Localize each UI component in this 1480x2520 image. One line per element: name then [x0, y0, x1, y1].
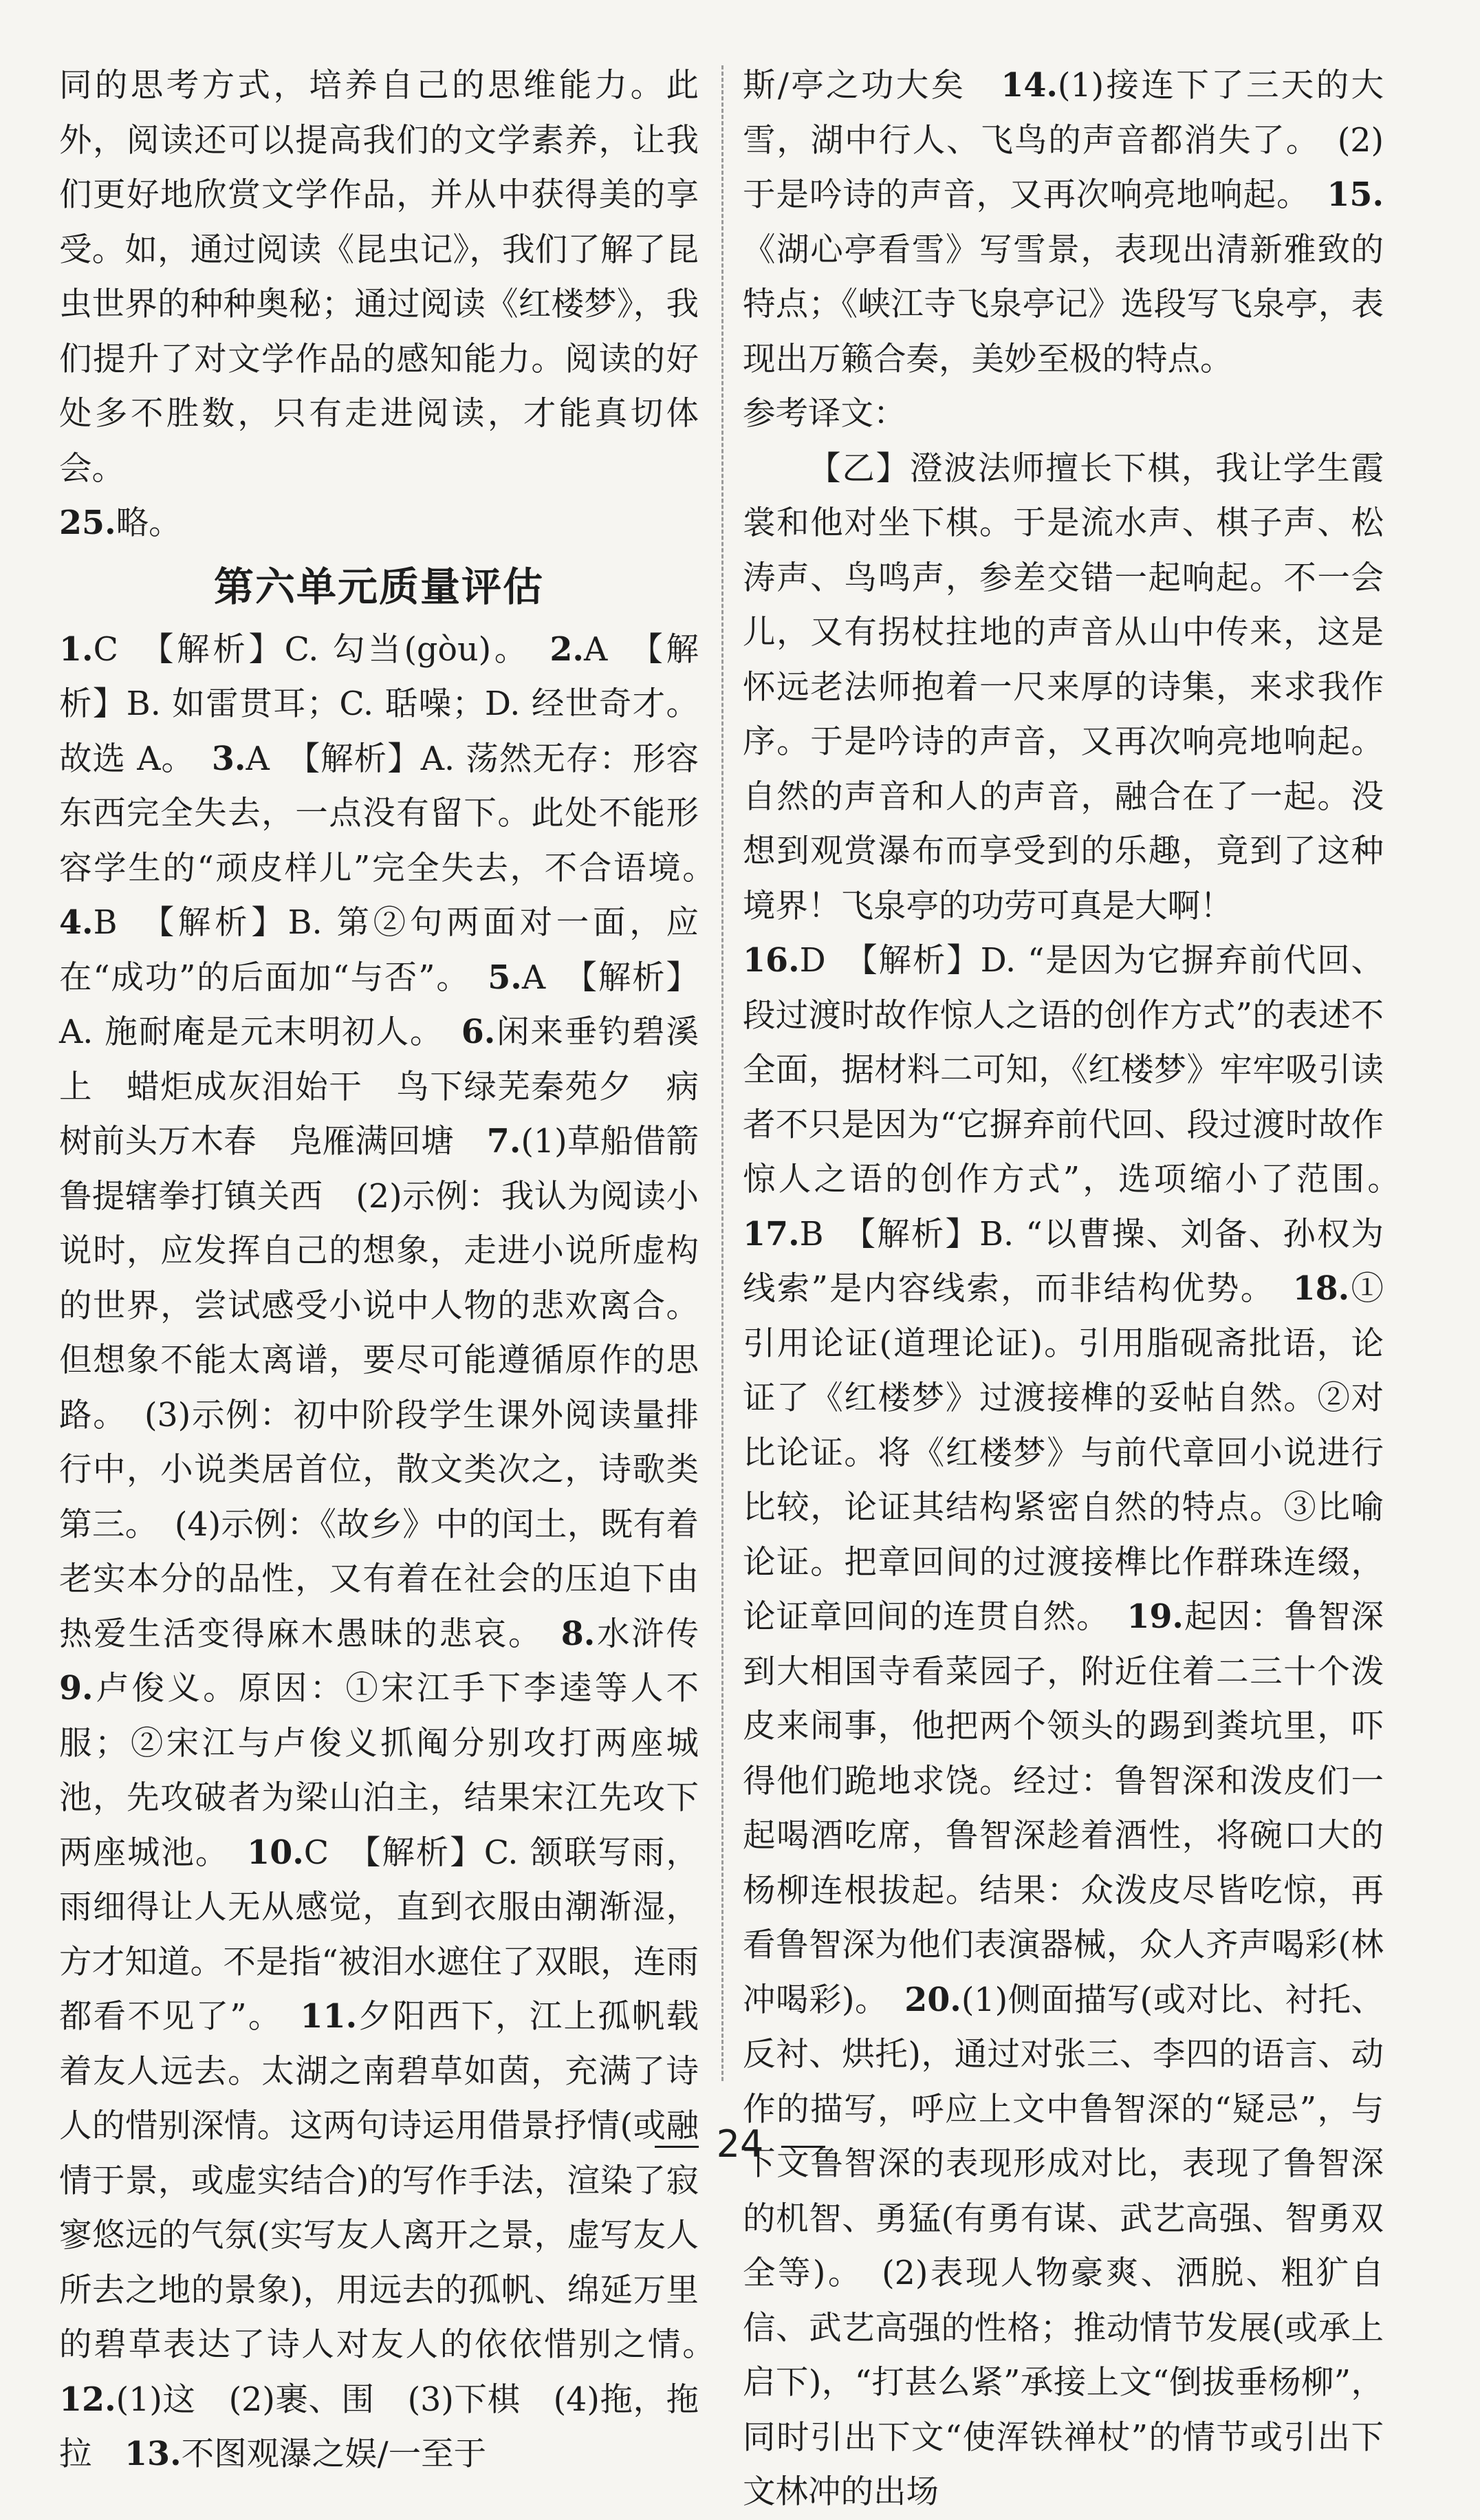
dash-left — [655, 2146, 699, 2148]
question-number: 6. — [461, 1013, 496, 1051]
question-number: 13. — [124, 2435, 182, 2473]
question-number: 14. — [1001, 66, 1058, 105]
answer-text: 《湖心亭看雪》写雪景，表现出清新雅致的特点；《峡江寺飞泉亭记》选段写飞泉亭，表现出万籁合奏，美妙至极的特点。 — [743, 230, 1384, 378]
left-column — [59, 58, 732, 2482]
question-number: 5. — [488, 958, 522, 997]
answer-text: C 【解析】C. 勾当(gòu)。 — [93, 630, 550, 669]
answer-text: C 【解析】C. 颔联写雨，雨细得让人无从感觉，直到衣服由潮渐湿，方才知道。不是指“被泪水遮住了双眼，连雨都看不见了”。 — [59, 1833, 699, 2036]
section-title: 第六单元质量评估 — [213, 563, 544, 610]
question-number: 9. — [59, 1669, 94, 1708]
answers-block — [59, 623, 732, 2482]
question-number: 1. — [59, 629, 94, 669]
answer-text: A 【解析】A. 荡然无存：形容东西完全失去，一点没有留下。此处不能形容学生的“顽皮样儿”完全失去，不合语境。 — [59, 740, 732, 887]
answer-text: 不图观瀑之娱/一至于 — [181, 2435, 487, 2473]
paragraph-reading-benefits: 同的思考方式，培养自己的思维能力。此外，阅读还可以提高我们的文学素养，让我们更好地欣赏文学作品，并从中获得美的享受。如，通过阅读《昆虫记》，我们了解了昆虫世界的种种奥秘；通过阅读《红楼梦》，我们提升了对文学作品的感知能力。阅读的好处多不胜数，只有走进阅读，才能真切体会。 — [59, 67, 699, 488]
dash-right — [781, 2146, 825, 2148]
answer-text: (1)这 (2)裹、围 (3)下棋 (4)拖，拖拉 — [59, 2380, 699, 2473]
answer-text: B 【解析】B. 第②句两面对一面，应在“成功”的后面加“与否”。 — [59, 904, 699, 997]
question-number: 25. — [59, 504, 116, 542]
answer-text: 夕阳西下，江上孤帆载着友人远去。太湖之南碧草如茵，充满了诗人的惜别深情。这两句诗运用借景抒情(或融情于景，或虚实结合)的写作手法，渲染了寂寥悠远的气氛(实写友人离开之景，虚写友人所去之地的景象)，用远去的孤帆、绵延万里的碧草表达了诗人对友人的依依惜别之情。 — [59, 1998, 732, 2364]
answer-text: 起因：鲁智深到大相国寺看菜园子，附近住着二三十个泼皮来闹事，他把两个领头的踢到粪坑里，吓得他们跪地求饶。经过：鲁智深和泼皮们一起喝酒吃席，鲁智深趁着酒性，将碗口大的杨柳连根拔起。结果：众泼皮尽皆吃惊，再看鲁智深为他们表演器械，众人齐声喝彩(林冲喝彩)。 — [743, 1598, 1384, 2019]
column-divider — [721, 65, 723, 2081]
question-number: 7. — [486, 1122, 521, 1161]
question-number: 16. — [743, 941, 800, 980]
question-number: 10. — [247, 1833, 304, 1872]
answer-text: 闲来垂钓碧溪上 蜡炬成灰泪始干 鸟下绿芜秦苑夕 病树前头万木春 凫雁满回塘 — [59, 1013, 699, 1161]
question-number: 2. — [549, 629, 584, 669]
question-number: 17. — [743, 1214, 800, 1253]
answer-text: (1)侧面描写(或对比、衬托、反衬、烘托)，通过对张三、李四的语言、动作的描写，呼应上文中鲁智深的“疑忌”，与下文鲁智深的表现形成对比，表现了鲁智深的机智、勇猛(有勇有谋、武艺高强、智勇双全等)。 (2)表现人物豪爽、洒脱、粗犷自信、武艺高强的性格；推动情节发展(或承上启下)，“打甚么紧”承接上文“倒拔垂杨柳”，同时引出下文“使浑铁禅杖”的情节或引出下文林冲的出场 — [743, 1981, 1384, 2511]
question-number: 19. — [1127, 1597, 1184, 1636]
reference-translation: 【乙】澄波法师擅长下棋，我让学生霞裳和他对坐下棋。于是流水声、棋子声、松涛声、鸟鸣声，参差交错一起响起。不一会儿，又有拐杖拄地的声音从山中传来，这是怀远老法师抱着一尺来厚的诗集，来求我作序。于是吟诗的声音，又再次响亮地响起。自然的声音和人的声音，融合在了一起。没想到观赏瀑布而享受到的乐趣，竟到了这种境界！飞泉亭的功劳可真是大啊！ — [743, 449, 1384, 925]
answer-text: 斯/亭之功大矣 — [743, 67, 1001, 105]
question-number: 4. — [59, 903, 94, 942]
answer-25: 25.略。 — [59, 504, 182, 542]
page-number: 24 — [0, 2122, 1480, 2166]
question-number: 20. — [904, 1980, 961, 2019]
answers-block — [743, 934, 1417, 2520]
answer-text: (1)接连下了三天的大雪，湖中行人、飞鸟的声音都消失了。 (2)于是吟诗的声音，又再次响亮地响起。 — [743, 67, 1384, 214]
answer-text: 水浒传 — [595, 1615, 732, 1653]
question-number: 12. — [59, 2380, 116, 2419]
answer-text: B 【解析】B. “以曹操、刘备、孙权为线索”是内容线索，而非结构优势。 — [743, 1215, 1384, 1308]
question-number: 11. — [300, 1997, 358, 2036]
answer-text: ①引用论证(道理论证)。引用脂砚斋批语，论证了《红楼梦》过渡接榫的妥帖自然。②对比论证。将《红楼梦》与前代章回小说进行比较，论证其结构紧密自然的特点。③比喻论证。把章回间的过渡接榫比作群珠连缀，论证章回间的连贯自然。 — [743, 1270, 1384, 1636]
answers-block — [743, 58, 1384, 387]
answer-text: A 【解析】A. 施耐庵是元末明初人。 — [59, 958, 699, 1051]
answer-text: (1)草船借箭 鲁提辖拳打镇关西 (2)示例：我认为阅读小说时，应发挥自己的想象，走进小说所虚构的世界，尝试感受小说中人物的悲欢离合。但想象不能太离谱，要尽可能遵循原作的思路。 (3)示例：初中阶段学生课外阅读量排行中，小说类居首位，散文类次之，诗歌类第三。 (4)示例：《故乡》中的闰土，既有着老实本分的品性，又有着在社会的压迫下由热爱生活变得麻木愚昧的悲哀。 — [59, 1123, 732, 1653]
question-number: 3. — [211, 739, 246, 778]
reference-translation-label: 参考译文： — [743, 395, 906, 433]
question-number: 18. — [1292, 1269, 1350, 1308]
question-number: 8. — [561, 1614, 596, 1653]
answer-text: 卢俊义。原因：①宋江手下李逵等人不服；②宋江与卢俊义抓阄分别攻打两座城池，先攻破者为梁山泊主，结果宋江先攻下两座城池。 — [59, 1670, 699, 1872]
answer-text: D 【解析】D. “是因为它摒弃前代回、段过渡时故作惊人之语的创作方式”的表述不全面，据材料二可知，《红楼梦》牢牢吸引读者不只是因为“它摒弃前代回、段过渡时故作惊人之语的创作方式”，选项缩小了范围。 — [743, 942, 1417, 1198]
question-number: 15. — [1327, 175, 1384, 214]
answer-text: A 【解析】B. 如雷贯耳；C. 聒噪；D. 经世奇才。故选 A。 — [59, 630, 699, 778]
